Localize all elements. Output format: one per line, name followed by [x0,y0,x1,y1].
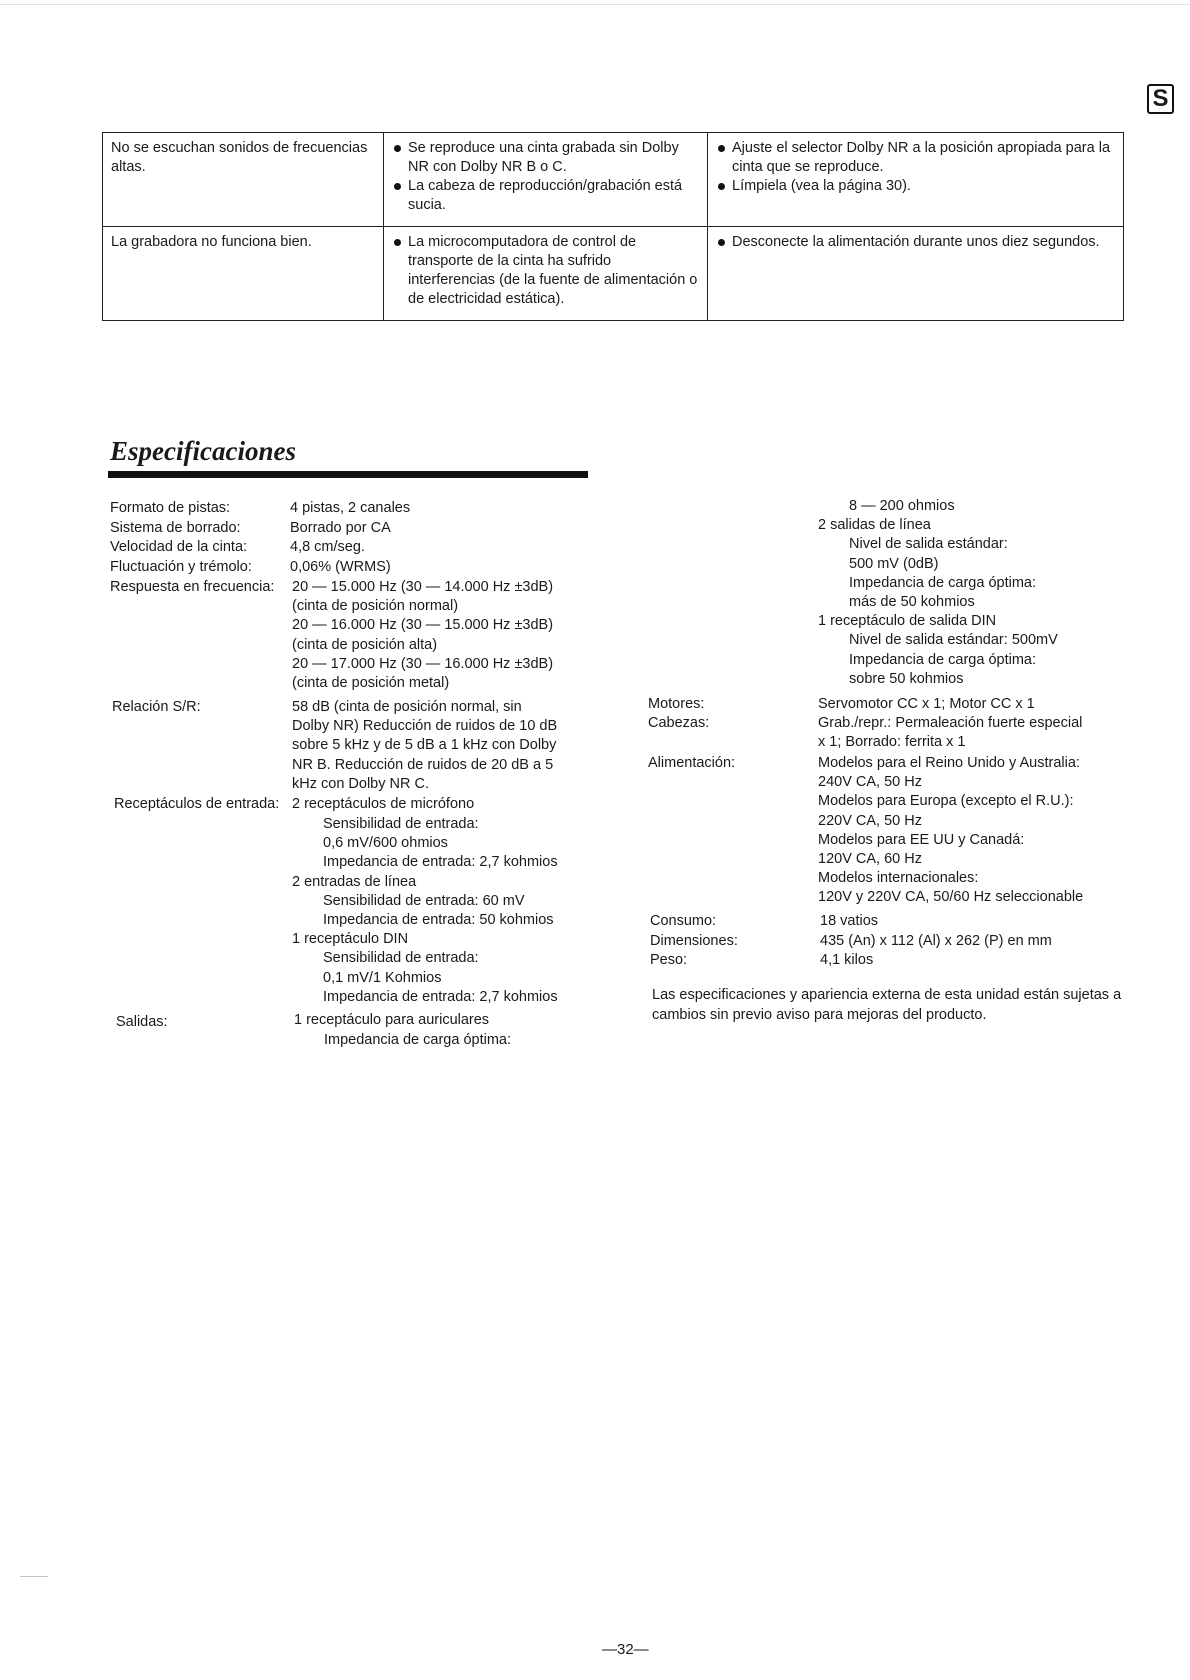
spec-line: 2 entradas de línea [292,873,417,890]
spec-label-dimensiones: Dimensiones: [650,933,738,949]
spec-value-motores: Servomotor CC x 1; Motor CC x 1 [818,696,1035,712]
trouble-remedy-cell [708,227,1124,321]
trouble-symptom: No se escuchan sonidos de frecuencias altas. [103,133,384,227]
spec-line: sobre 5 kHz y de 5 dB a 1 kHz con Dolby [292,737,557,754]
section-title: Especificaciones [110,436,296,466]
trouble-remedy-cell [708,133,1124,227]
spec-line: NR B. Reducción de ruidos de 20 dB a 5 [292,756,554,773]
spec-line: x 1; Borrado: ferrita x 1 [818,734,966,751]
spec-line: 58 dB (cinta de posición normal, sin [292,699,522,715]
spec-line: 20 — 17.000 Hz (30 — 16.000 Hz ±3dB) [292,655,554,672]
spec-label-borrado: Sistema de borrado: [110,520,241,536]
spec-line: Modelos para el Reino Unido y Australia: [818,755,1080,771]
trouble-remedy: Desconecte la alimentación durante unos diez segundos. [716,233,1115,252]
spec-line: Sensibilidad de entrada: [323,950,479,967]
spec-value-relacion [292,698,557,794]
spec-line: Modelos para EE UU y Canadá: [818,831,1025,848]
trouble-cause: Se reproduce una cinta grabada sin Dolby NR con Dolby NR B o C. [392,139,699,177]
spec-value-salidas-first: 1 receptáculo para auriculares [294,1012,490,1028]
spec-line: 220V CA, 50 Hz [818,812,922,829]
trouble-remedy-list [716,139,1115,196]
specifications-notice: Las especificaciones y apariencia externa de esta unidad están sujetas a cambios sin previo aviso para mejoras del producto. [652,987,1122,1023]
trouble-cause-cell [384,133,708,227]
spec-line: más de 50 kohmios [849,594,975,611]
spec-label-consumo: Consumo: [650,913,717,929]
trouble-row [103,227,1124,321]
spec-line: Impedancia de carga óptima: [849,651,1036,668]
trouble-remedy: Límpiela (vea la página 30). [716,177,1115,196]
spec-line: Modelos para Europa (excepto el R.U.): [818,793,1074,810]
spec-line: Sensibilidad de entrada: 60 mV [323,892,525,909]
spec-line: 500 mV (0dB) [849,555,939,572]
spec-line: Sensibilidad de entrada: [323,816,479,832]
trouble-cause: La cabeza de reproducción/grabación está sucia. [392,177,699,215]
spec-value-entrada-first: 2 receptáculos de micrófono [292,796,475,812]
spec-value-fluctuacion: 0,06% (WRMS) [290,559,391,575]
spec-label-fluctuacion: Fluctuación y trémolo: [110,559,252,575]
language-badge: S [1147,84,1174,114]
spec-value-formato: 4 pistas, 2 canales [290,500,411,516]
trouble-remedy: Ajuste el selector Dolby NR a la posición apropiada para la cinta que se reproduce. [716,139,1115,177]
spec-value-velocidad: 4,8 cm/seg. [290,539,365,555]
spec-value-consumo: 18 vatios [820,913,879,929]
scan-margin-mark [20,1576,48,1577]
spec-line: 0,6 mV/600 ohmios [323,835,448,852]
spec-line: Impedancia de entrada: 2,7 kohmios [323,854,558,871]
spec-value-respuesta [292,578,553,693]
spec-label-salidas: Salidas: [116,1014,168,1030]
spec-line: kHz con Dolby NR C. [292,775,429,792]
spec-line: 1 receptáculo de salida DIN [818,613,997,630]
spec-value-dimensiones: 435 (An) x 112 (Al) x 262 (P) en mm [820,933,1052,949]
spec-line: Modelos internacionales: [818,870,979,887]
spec-label-entrada: Receptáculos de entrada: [114,796,280,812]
trouble-cause-list [392,233,699,309]
trouble-row [103,133,1124,227]
spec-label-motores: Motores: [648,696,705,712]
spec-line: sobre 50 kohmios [849,670,964,687]
spec-label-velocidad: Velocidad de la cinta: [110,539,248,555]
trouble-cause-cell [384,227,708,321]
trouble-symptom: La grabadora no funciona bien. [103,227,384,321]
spec-line: (cinta de posición alta) [292,636,438,653]
trouble-remedy-list [716,233,1115,252]
spec-label-relacion: Relación S/R: [112,699,201,715]
title-rule [108,471,588,478]
spec-label-formato: Formato de pistas: [110,500,231,516]
spec-line: Dolby NR) Reducción de ruidos de 10 dB [292,718,558,735]
spec-label-peso: Peso: [650,952,688,968]
spec-label-alimentacion: Alimentación: [648,755,736,771]
spec-line: Impedancia de entrada: 50 kohmios [323,912,554,929]
spec-line: (cinta de posición metal) [292,675,450,692]
spec-line: Impedancia de entrada: 2,7 kohmios [323,988,558,1005]
spec-line: Impedancia de carga óptima: [849,574,1036,591]
spec-line: 2 salidas de línea [818,517,931,534]
spec-line: 0,1 mV/1 Kohmios [323,969,442,986]
spec-line: Nivel de salida estándar: 500mV [849,632,1058,649]
spec-value-salidas-second: Impedancia de carga óptima: [324,1032,511,1048]
spec-line: Grab./repr.: Permaleación fuerte especial [818,715,1083,731]
spec-line: 1 receptáculo DIN [292,931,409,948]
spec-line: 20 — 16.000 Hz (30 — 15.000 Hz ±3dB) [292,617,554,634]
scan-edge-line [0,4,1190,5]
spec-line: 120V y 220V CA, 50/60 Hz seleccionable [818,889,1084,906]
spec-line: 8 — 200 ohmios [849,498,955,514]
spec-value-salidas-cont [818,497,1058,689]
spec-line: Nivel de salida estándar: [849,536,1008,553]
spec-value-entrada [292,815,558,1007]
troubleshooting-table [102,132,1124,321]
spec-line: 20 — 15.000 Hz (30 — 14.000 Hz ±3dB) [292,579,554,595]
spec-value-alimentacion [818,754,1083,908]
trouble-cause: La microcomputadora de control de transporte de la cinta ha sufrido interferencias (de la fuente de alimentación o de electricidad estática). [392,233,699,309]
spec-value-borrado: Borrado por CA [290,520,391,536]
spec-label-cabezas: Cabezas: [648,715,710,731]
spec-value-peso: 4,1 kilos [820,952,874,968]
spec-value-cabezas [818,714,1082,752]
page-number: —32— [602,1641,649,1658]
spec-line: 240V CA, 50 Hz [818,774,922,791]
spec-label-respuesta: Respuesta en frecuencia: [110,579,275,595]
spec-line: 120V CA, 60 Hz [818,851,922,868]
trouble-cause-list [392,139,699,215]
spec-line: (cinta de posición normal) [292,598,459,615]
